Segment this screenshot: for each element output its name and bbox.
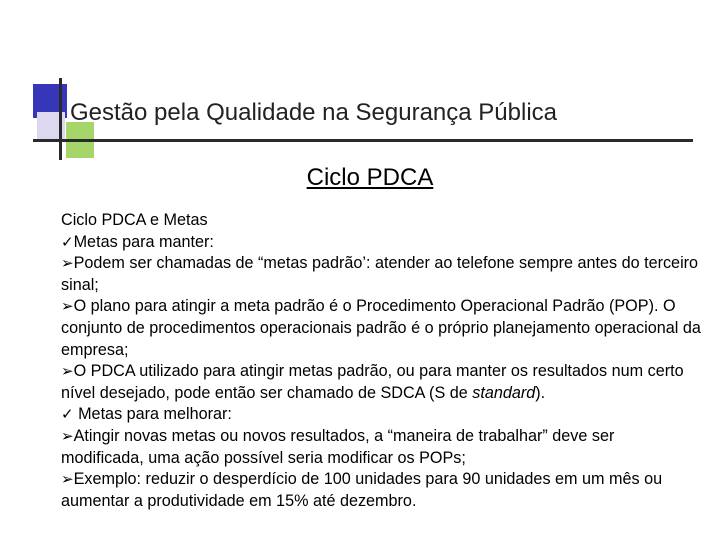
check-icon: ✓ [61,405,74,424]
check-icon: ✓ [61,232,74,251]
bullet-text: ). [535,383,546,402]
bullet-italic-text: standard [472,383,536,402]
arrow-icon: ➢ [61,362,74,381]
slide-title: Gestão pela Qualidade na Segurança Pública [70,99,558,126]
decor-vertical-line [59,78,62,160]
bullet-line [61,404,701,426]
bullet-text: Exemplo: reduzir o desperdício de 100 unidades para 90 unidades em um mês ou aumentar a produtividade em 15% até dezembro. [61,470,663,510]
bullet-line [61,296,701,361]
intro-line: Ciclo PDCA e Metas [61,211,208,229]
arrow-icon: ➢ [61,297,74,316]
arrow-icon: ➢ [61,426,74,445]
decor-horizontal-line [33,139,693,142]
slide-subtitle [0,164,720,192]
slide-body [61,210,701,512]
bullet-text: Metas para manter: [73,232,214,251]
bullet-text: O plano para atingir a meta padrão é o Procedimento Operacional Padrão (POP). O conjunto de procedimentos operacionais padrão é o próprio planejamento operacional da empresa; [61,297,701,359]
arrow-icon: ➢ [61,470,74,489]
bullet-line [61,253,701,296]
bullet-line [61,469,701,512]
arrow-icon: ➢ [61,254,74,273]
bullet-line [61,232,701,254]
slide-subtitle-text: Ciclo PDCA [306,164,434,191]
bullet-text: Podem ser chamadas de “metas padrão’: atender ao telefone sempre antes do terceiro sinal; [61,254,699,294]
bullet-text: Metas para melhorar: [73,405,232,424]
bullet-line [61,361,701,404]
bullet-text: Atingir novas metas ou novos resultados, a “maneira de trabalhar” deve ser modificada, uma ação possível seria modificar os POPs; [61,426,615,467]
bullet-line [61,426,701,469]
bullet-text: O PDCA utilizado para atingir metas padrão, ou para manter os resultados num certo nível desejado, pode então ser chamado de SDCA (S de [61,362,684,402]
